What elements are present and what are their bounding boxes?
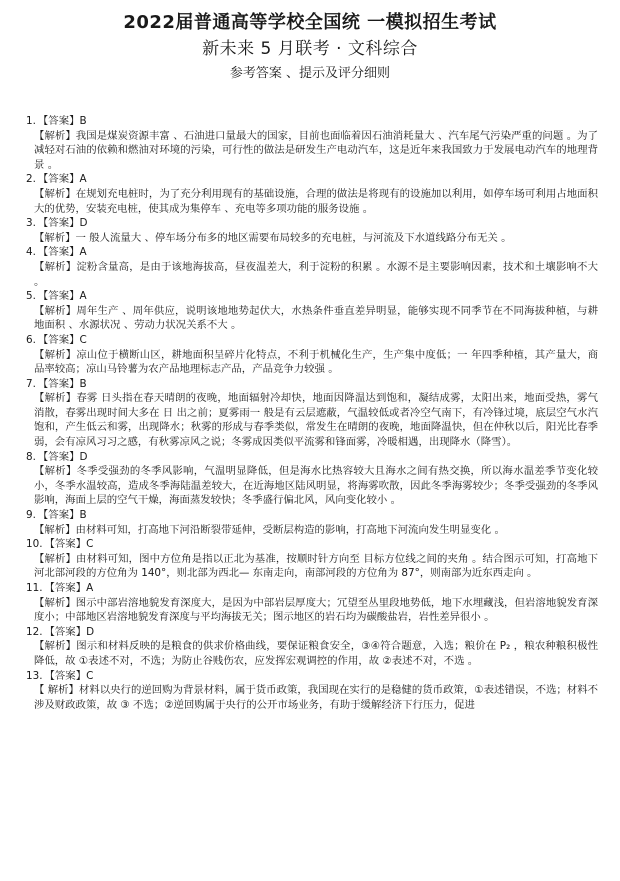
answer-item <box>26 377 598 450</box>
answer-item <box>26 508 598 537</box>
answer-text: 【答案】A <box>37 290 87 303</box>
answer-text: 【答案】D <box>44 625 95 638</box>
answer-line <box>26 581 598 596</box>
answer-line <box>26 289 598 304</box>
explanation-text: 【解析】凉山位于横断山区，耕地面积呈碎片化特点，不利于机械化生产，生产集中度低；一 年四季种植，其产量大，商品率较高；凉山马铃薯为农产品地理标志产品，产品竞争力较强 。 <box>34 348 598 376</box>
answer-line <box>26 172 598 187</box>
answer-list <box>26 114 598 712</box>
answer-text: 【答案】C <box>44 538 94 551</box>
document-title: 2022届普通高等学校全国统 一模拟招生考试 <box>123 12 497 33</box>
question-number: 13. <box>26 669 43 682</box>
question-number: 1. <box>26 115 36 127</box>
answer-text: 【答案】C <box>44 669 94 682</box>
explanation-text: 【解析】我国是煤炭资源丰富 、石油进口量最大的国家，目前也面临着因石油消耗量大 、汽车尾气污染严重的问题 。为了减轻对石油的依赖和燃油对环境的污染，可行性的做法是研发生产电动汽车，这是近年来我国致力于发展电动汽车的地理背景 。 <box>34 129 598 171</box>
explanation-text: 【解析】淀粉含量高，是由于该地海拔高，昼夜温差大，利于淀粉的积累 。水源不是主要影响因素，技术和土壤影响不大 。 <box>34 260 598 288</box>
explanation-text: 【解析】由材料可知，打高地下河沿断裂带延伸，受断层构造的影响，打高地下河流向发生明显变化 。 <box>34 523 505 536</box>
answer-text: 【答案】D <box>37 450 88 463</box>
explanation-text: 【解析】一 般人流量大 、停车场分布多的地区需要布局较多的充电桩，与河流及下水道线路分布无关 。 <box>34 231 512 244</box>
question-number: 8. <box>26 450 36 463</box>
answer-item <box>26 581 598 625</box>
explanation-text: 【解析】图示和材料反映的是粮食的供求价格曲线，要保证粮食安全，③④符合题意，入选；粮价在 P₂ ，粮农种粮积极性降低，故 ①表述不对，不选；为防止谷贱伤农，应发挥宏观调控的作用，故 ②表述不对，不选 。 <box>34 640 598 667</box>
explanation-text: 【解析】由材料可知，图中方位角是指以正北为基准，按顺时针方向至 目标方位线之间的夹角 。结合图示可知，打高地下河北部河段的方位角为 140°，则北部为西北— 东南走向，南部河段的方位角为 87°，则南部为近东西走向 。 <box>34 552 598 580</box>
document-section-heading: 参考答案 、提示及评分细则 <box>229 66 391 81</box>
answer-line <box>26 625 598 640</box>
answer-line <box>26 508 598 523</box>
answer-item <box>26 537 598 581</box>
question-number: 7. <box>26 377 36 390</box>
question-number: 9. <box>26 509 36 522</box>
question-number: 4. <box>26 246 36 259</box>
answer-line <box>26 537 598 552</box>
answer-text: 【答案】A <box>44 582 94 594</box>
question-number: 6. <box>26 333 36 346</box>
question-number: 11. <box>26 582 43 594</box>
answer-line <box>26 450 598 465</box>
answer-text: 【答案】B <box>37 115 87 127</box>
answer-line <box>26 377 598 392</box>
answer-line <box>26 114 598 129</box>
document-header <box>0 0 620 84</box>
answer-item <box>26 669 598 713</box>
question-number: 3. <box>26 217 36 230</box>
answer-item <box>26 289 598 333</box>
answer-text: 【答案】D <box>37 217 88 230</box>
answer-text: 【答案】A <box>37 173 87 186</box>
answer-line <box>26 245 598 260</box>
answer-text: 【答案】C <box>37 333 87 346</box>
question-number: 10. <box>26 538 43 551</box>
answer-text: 【答案】B <box>37 377 87 390</box>
answer-item <box>26 450 598 508</box>
answer-line <box>26 669 598 684</box>
document-subtitle: 新未来 5 月联考 · 文科综合 <box>202 39 418 59</box>
answer-item <box>26 245 598 289</box>
answer-item <box>26 333 598 377</box>
answer-line <box>26 216 598 231</box>
question-number: 12. <box>26 625 43 638</box>
question-number: 5. <box>26 290 36 303</box>
answer-item <box>26 172 598 216</box>
answer-text: 【答案】B <box>37 509 87 522</box>
answer-text: 【答案】A <box>37 246 87 259</box>
explanation-text: 【 解析】材料以央行的逆回购为背景材料，属于货币政策，我国现在实行的是稳健的货币政策，①表述错误，不选；材料不涉及财政政策，故 ③ 不选；②逆回购属于央行的公开市场业务，有助于缓解经济下行压力，促进 <box>34 684 598 711</box>
answer-item <box>26 625 598 669</box>
explanation-text: 【解析】在规划充电桩时，为了充分利用现有的基础设施，合理的做法是将现有的设施加以利用，如停车场可利用占地面积大的优势，安装充电桩，使其成为集停车 、充电等多项功能的服务设施 。 <box>34 187 598 215</box>
explanation-text: 【解析】春雾 日头指在春天晴朗的夜晚，地面辐射冷却快，地面因降温达到饱和，凝结成雾，太阳出来，地面受热，雾气消散，春雾出现时间大多在 日 出之前；夏雾雨一 般是有云层遮蔽，气温较低或者冷空气南下，有冷锋过境，底层空气水汽饱和，产生低云和雾，出现降水；秋雾的形成与春季类似，常发生在晴朗的夜晚，地面降温快，但在仲秋以后，阳光比春季弱，会有凉风习习之感，有秋雾凉风之说；冬雾成因类似平流雾和锋面雾，冷暖相遇，出现降水（降雪）。 <box>34 392 598 449</box>
explanation-text: 【解析】周年生产 、周年供应，说明该地地势起伏大，水热条件垂直差异明显，能够实现不同季节在不同海拔种植，与耕地面积 、水源状况 、劳动力状况关系不大 。 <box>34 304 598 332</box>
answer-line <box>26 333 598 348</box>
explanation-text: 【解析】冬季受强劲的冬季风影响，气温明显降低，但是海水比热容较大且海水之间有热交换，所以海水温差季节变化较小，冬季水温较高，造成冬季海陆温差较大，在近海地区陆风明显，将海雾吹散，因此冬季海雾较少；冬季受强劲的冬季风影响，海面上层的空气干燥，海面蒸发较快；冬季盛行偏北风，风向变化较小 。 <box>34 465 598 507</box>
question-number: 2. <box>26 173 36 186</box>
explanation-text: 【解析】图示中部岩溶地貌发育深度大，是因为中部岩层厚度大；冗望至丛里段地势低，地下水埋藏浅，但岩溶地貌发育深度小；中部地区岩溶地貌发育深度与平均海拔无关；图示地区的岩石均为碳酸盐岩，岩性差异很小 。 <box>34 596 598 624</box>
answer-item <box>26 114 598 172</box>
answer-item <box>26 216 598 245</box>
